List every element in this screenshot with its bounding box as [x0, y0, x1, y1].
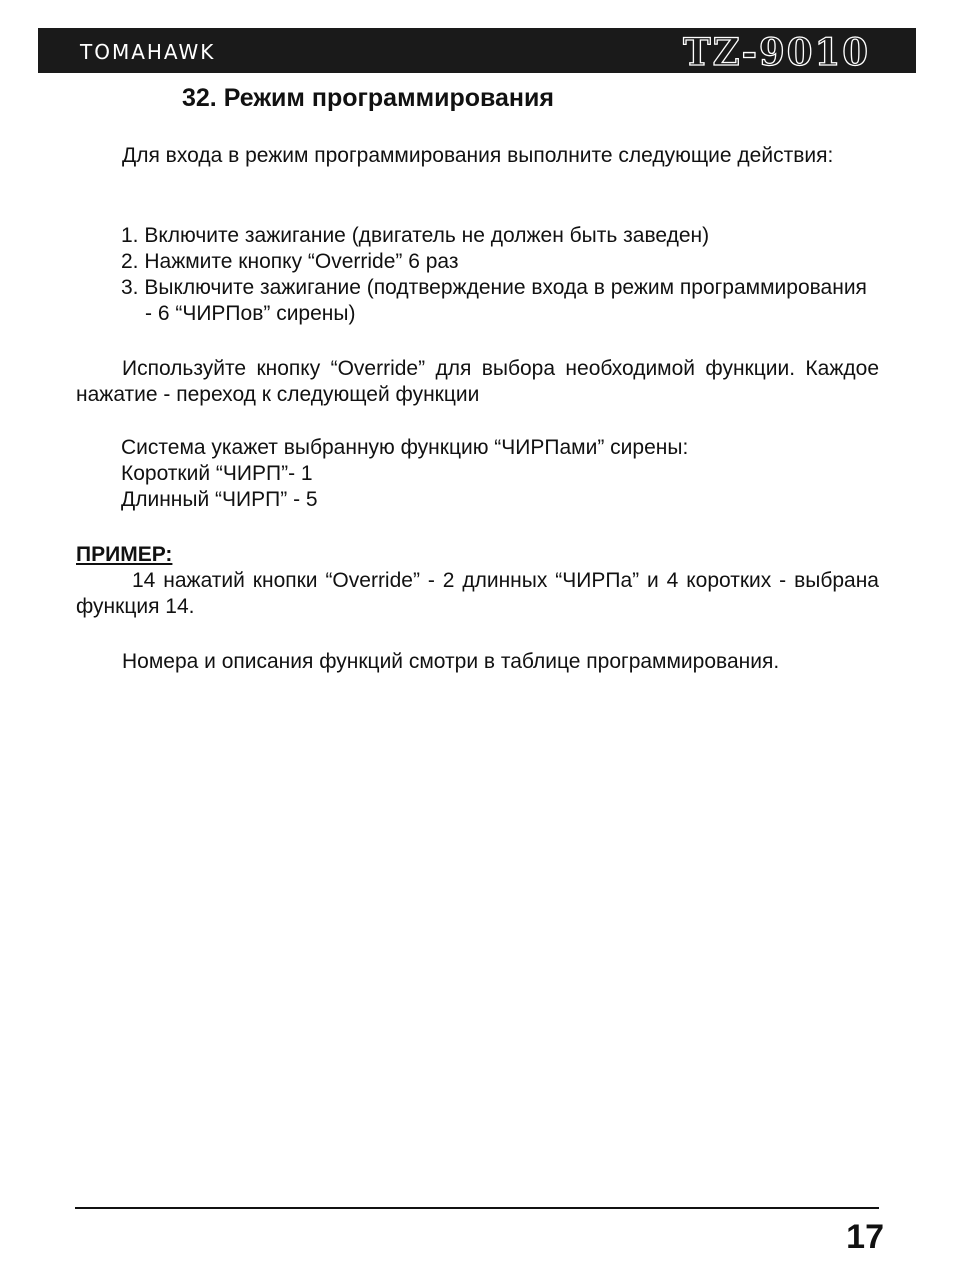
example-text: 14 нажатий кнопки “Override” - 2 длинных “ЧИРПа” и 4 коротких - выбрана функция 14. [76, 569, 879, 618]
footer-divider [75, 1207, 879, 1209]
brand-name: TOMAHAWK [80, 40, 216, 64]
reference-text: Номера и описания функций смотри в таблице программирования. [122, 650, 780, 673]
step-1: 1. Включите зажигание (двигатель не должен быть заведен) [121, 224, 710, 247]
section-title: 32. Режим программирования [182, 84, 554, 112]
example-label: ПРИМЕР: [76, 543, 173, 566]
reference-paragraph [76, 649, 879, 675]
steps-list [76, 223, 879, 327]
step-2: 2. Нажмите кнопку “Override” 6 раз [121, 250, 459, 273]
model-name: TZ-9010 [683, 30, 870, 74]
intro-text: Для входа в режим программирования выполните следующие действия: [122, 144, 834, 167]
indication-block [76, 435, 879, 513]
step-3: 3. Выключите зажигание (подтверждение входа в режим программирования - 6 “ЧИРПов” сирены) [121, 276, 867, 325]
page-number: 17 [846, 1218, 884, 1256]
example-block [76, 542, 879, 620]
usage-text: Используйте кнопку “Override” для выбора необходимой функции. Каждое нажатие - переход к следующей функции [76, 357, 879, 406]
indication-line-2: Короткий “ЧИРП”- 1 [121, 462, 313, 485]
indication-line-3: Длинный “ЧИРП” - 5 [121, 488, 318, 511]
intro-paragraph [76, 143, 879, 169]
page-header [38, 28, 916, 73]
usage-paragraph [76, 356, 879, 408]
indication-line-1: Система укажет выбранную функцию “ЧИРПами” сирены: [121, 436, 689, 459]
